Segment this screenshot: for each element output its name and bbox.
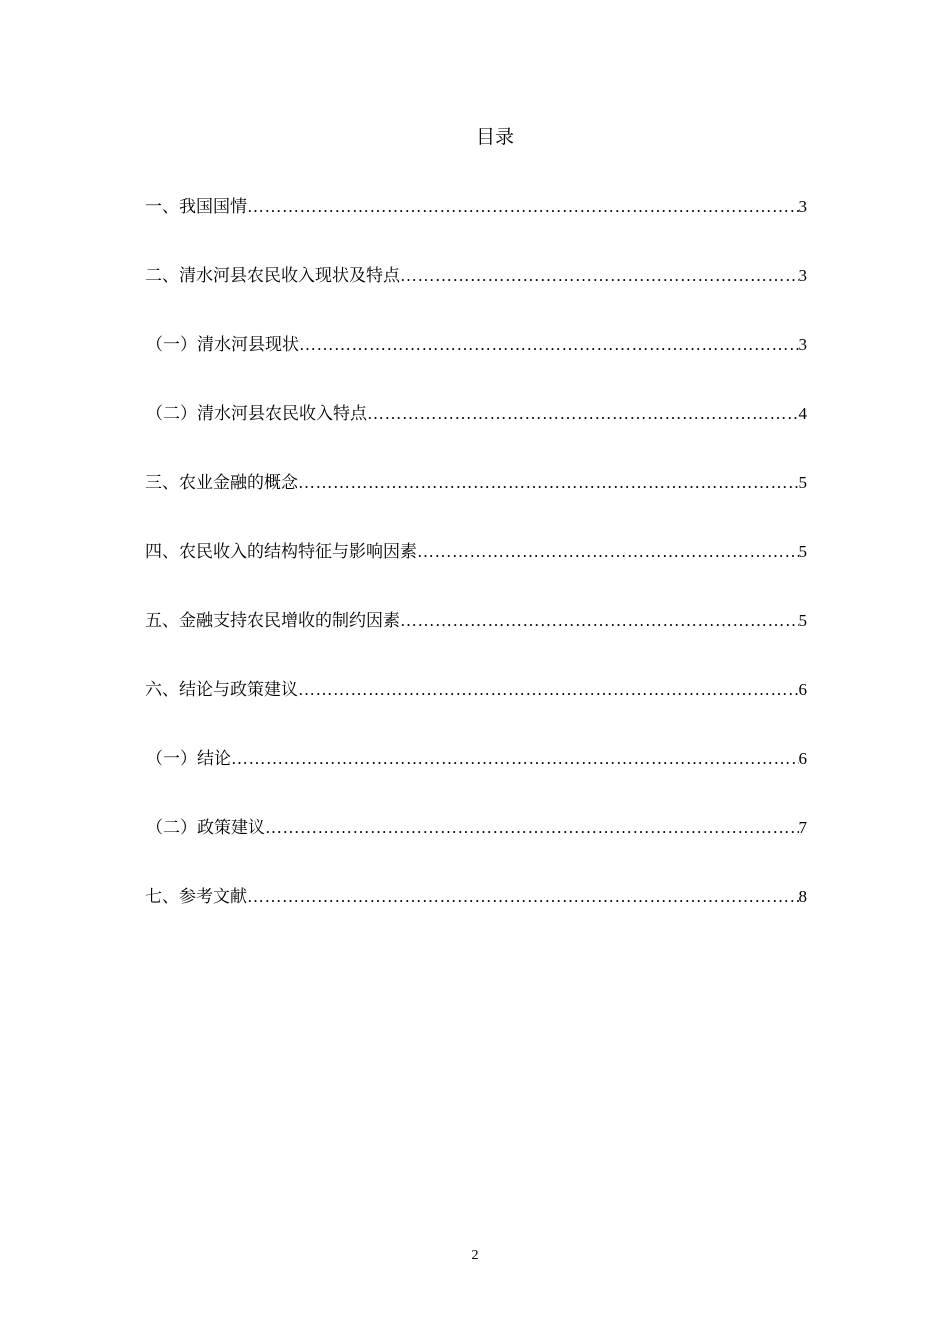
toc-entry[interactable] xyxy=(145,884,807,953)
toc-entry[interactable] xyxy=(145,608,807,677)
toc-entry-page: 3 xyxy=(798,335,807,354)
table-of-contents xyxy=(145,194,807,953)
page-title: 目录 xyxy=(475,126,514,148)
toc-entry[interactable] xyxy=(145,815,807,884)
toc-dot-leader xyxy=(400,608,799,634)
toc-dot-leader xyxy=(298,677,799,703)
toc-entry-page: 8 xyxy=(798,887,807,906)
toc-dot-leader xyxy=(400,263,799,289)
toc-entry-label: 七、参考文献 xyxy=(145,887,247,907)
page-number: 2 xyxy=(471,1248,479,1263)
toc-entry-page: 6 xyxy=(798,749,807,768)
toc-dot-leader xyxy=(417,539,799,565)
toc-entry-label: 二、清水河县农民收入现状及特点 xyxy=(145,266,400,286)
toc-entry-page: 3 xyxy=(798,197,807,216)
toc-entry-label: 四、农民收入的结构特征与影响因素 xyxy=(145,542,417,562)
toc-entry-label: （二）政策建议 xyxy=(146,818,265,838)
toc-entry[interactable] xyxy=(145,470,807,539)
toc-dot-leader xyxy=(298,470,799,496)
toc-entry-label: （一）结论 xyxy=(146,749,231,769)
toc-entry[interactable] xyxy=(145,539,807,608)
toc-entry[interactable] xyxy=(145,263,807,332)
toc-entry-label: （二）清水河县农民收入特点 xyxy=(146,404,367,424)
toc-entry-page: 6 xyxy=(798,680,807,699)
toc-entry-page: 5 xyxy=(798,611,807,630)
toc-dot-leader xyxy=(265,815,799,841)
toc-entry-label: （一）清水河县现状 xyxy=(146,335,299,355)
toc-entry-label: 五、金融支持农民增收的制约因素 xyxy=(145,611,400,631)
toc-entry-page: 5 xyxy=(798,542,807,561)
toc-entry-label: 三、农业金融的概念 xyxy=(145,473,298,493)
toc-entry-label: 一、我国国情 xyxy=(145,197,247,217)
toc-dot-leader xyxy=(367,401,799,427)
toc-entry[interactable] xyxy=(145,332,807,401)
toc-entry[interactable] xyxy=(145,194,807,263)
toc-entry-page: 7 xyxy=(798,818,807,837)
toc-dot-leader xyxy=(247,884,799,910)
toc-dot-leader xyxy=(231,746,799,772)
toc-entry-page: 4 xyxy=(798,404,807,423)
toc-entry[interactable] xyxy=(145,401,807,470)
toc-dot-leader xyxy=(247,194,799,220)
toc-entry-page: 3 xyxy=(798,266,807,285)
toc-entry-page: 5 xyxy=(798,473,807,492)
toc-entry-label: 六、结论与政策建议 xyxy=(145,680,298,700)
toc-entry[interactable] xyxy=(145,746,807,815)
toc-entry[interactable] xyxy=(145,677,807,746)
toc-dot-leader xyxy=(299,332,799,358)
